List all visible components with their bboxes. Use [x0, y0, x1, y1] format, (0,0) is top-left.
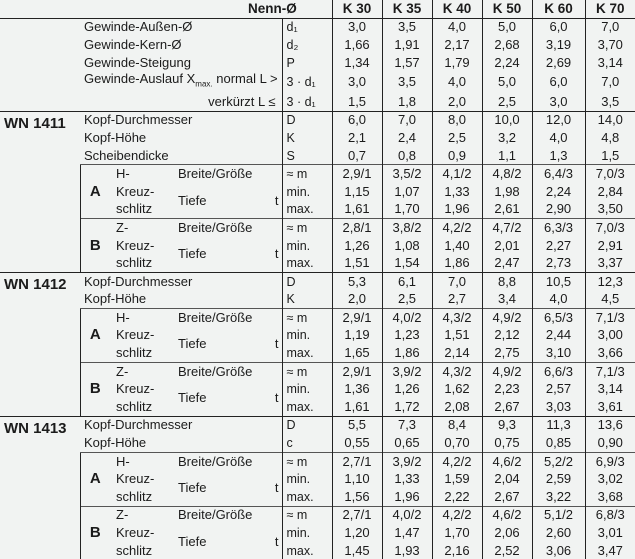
- value-cell: 2,27: [532, 237, 585, 255]
- value-cell: 0,90: [585, 434, 635, 452]
- recess-variant-letter: A: [80, 165, 110, 219]
- recess-measure-symbol: ≈ m: [282, 506, 332, 524]
- value-cell: 1,59: [432, 470, 482, 488]
- value-cell: 2,08: [432, 398, 482, 416]
- value-cell: 1,65: [332, 344, 382, 362]
- value-cell: 5,2/2: [532, 452, 585, 470]
- value-cell: 1,1: [482, 147, 532, 165]
- row-label: verkürzt L ≤: [208, 93, 276, 109]
- value-cell: 2,24: [482, 54, 532, 72]
- value-cell: 2,7/1: [332, 452, 382, 470]
- value-cell: 1,54: [382, 254, 432, 272]
- value-cell: 1,70: [432, 524, 482, 542]
- value-cell: 5,0: [482, 18, 532, 36]
- value-cell: 1,98: [482, 183, 532, 201]
- value-cell: 6,6/3: [532, 362, 585, 380]
- group-row: [0, 272, 635, 290]
- value-cell: 7,1/3: [585, 362, 635, 380]
- recess-row: [0, 219, 635, 237]
- value-cell: 1,61: [332, 201, 382, 219]
- recess-measure-symbol: min.: [282, 380, 332, 398]
- row-label: Kopf-Höhe: [84, 435, 147, 451]
- value-cell: 1,57: [382, 54, 432, 72]
- value-cell: 2,68: [482, 36, 532, 54]
- value-cell: 2,0: [332, 291, 382, 309]
- recess-type: H-: [110, 309, 174, 327]
- column-header: K 30: [332, 0, 382, 18]
- value-cell: 1,5: [585, 147, 635, 165]
- recess-measure-symbol: max.: [282, 488, 332, 506]
- row-symbol: K: [282, 129, 332, 147]
- value-cell: 3,14: [585, 54, 635, 72]
- value-cell: 1,47: [382, 524, 432, 542]
- value-cell: 4,2/2: [432, 506, 482, 524]
- value-cell: 7,0: [585, 18, 635, 36]
- value-cell: 6,1: [382, 272, 432, 290]
- value-cell: 2,69: [532, 54, 585, 72]
- value-cell: 4,8/2: [482, 165, 532, 183]
- value-cell: 2,73: [532, 254, 585, 272]
- recess-row: [0, 452, 635, 470]
- row-label: Gewinde-Steigung: [84, 54, 191, 70]
- value-cell: 1,79: [432, 54, 482, 72]
- value-cell: 14,0: [585, 111, 635, 129]
- recess-measure-symbol: max.: [282, 254, 332, 272]
- value-cell: 1,40: [432, 237, 482, 255]
- value-cell: 3,70: [585, 36, 635, 54]
- value-cell: 1,10: [332, 470, 382, 488]
- row-label: Kopf-Durchmesser: [80, 416, 282, 434]
- recess-variant-letter: B: [80, 362, 110, 416]
- value-cell: 2,01: [482, 237, 532, 255]
- value-cell: 7,0: [432, 272, 482, 290]
- value-cell: 2,7/1: [332, 506, 382, 524]
- value-cell: 3,37: [585, 254, 635, 272]
- value-cell: 1,93: [382, 542, 432, 559]
- value-cell: 3,5: [382, 18, 432, 36]
- value-cell: 1,56: [332, 488, 382, 506]
- value-cell: 3,9/2: [382, 452, 432, 470]
- value-cell: 6,0: [532, 71, 585, 93]
- value-cell: 3,2: [482, 129, 532, 147]
- value-cell: 6,9/3: [585, 452, 635, 470]
- column-header: K 40: [432, 0, 482, 18]
- value-cell: 1,26: [332, 237, 382, 255]
- recess-row: [0, 165, 635, 183]
- value-cell: 4,0: [432, 18, 482, 36]
- value-cell: 1,34: [332, 54, 382, 72]
- value-cell: 7,1/3: [585, 309, 635, 327]
- value-cell: 4,9/2: [482, 362, 532, 380]
- value-cell: 1,07: [382, 183, 432, 201]
- value-cell: 2,9/1: [332, 165, 382, 183]
- value-cell: 2,5: [382, 291, 432, 309]
- value-cell: 13,6: [585, 416, 635, 434]
- recess-depth-symbol: t: [274, 336, 279, 352]
- recess-depth-symbol: t: [274, 246, 279, 262]
- value-cell: 6,3/3: [532, 219, 585, 237]
- value-cell: 1,33: [432, 183, 482, 201]
- recess-depth-label: Tiefe: [178, 533, 207, 549]
- value-cell: 7,0: [585, 71, 635, 93]
- value-cell: 2,5: [432, 129, 482, 147]
- row-symbol: 3 · d₁: [282, 71, 332, 93]
- group-row: [0, 416, 635, 434]
- recess-type: Kreuz-: [116, 237, 155, 253]
- value-cell: 3,22: [532, 488, 585, 506]
- row-symbol: D: [282, 111, 332, 129]
- value-cell: 4,0/2: [382, 506, 432, 524]
- value-cell: 2,90: [532, 201, 585, 219]
- row-label: Kopf-Höhe: [84, 129, 147, 145]
- value-cell: 2,1: [332, 129, 382, 147]
- value-cell: 1,20: [332, 524, 382, 542]
- recess-width-label: Breite/Größe: [174, 309, 282, 327]
- value-cell: 2,57: [532, 380, 585, 398]
- recess-type: schlitz: [116, 398, 153, 414]
- recess-measure-symbol: max.: [282, 542, 332, 559]
- value-cell: 4,6/2: [482, 452, 532, 470]
- thread-row: [0, 54, 635, 72]
- value-cell: 2,52: [482, 542, 532, 559]
- header-row: [0, 0, 635, 18]
- value-cell: 4,6/2: [482, 506, 532, 524]
- recess-type: Z-: [110, 506, 174, 524]
- nominal-diameter-header: Nenn-Ø: [242, 0, 332, 18]
- recess-depth-symbol: t: [274, 192, 279, 208]
- value-cell: 4,3/2: [432, 309, 482, 327]
- recess-measure-symbol: max.: [282, 344, 332, 362]
- value-cell: 4,7/2: [482, 219, 532, 237]
- value-cell: 3,10: [532, 344, 585, 362]
- value-cell: 10,5: [532, 272, 585, 290]
- recess-width-label: Breite/Größe: [174, 219, 282, 237]
- value-cell: 2,9/1: [332, 309, 382, 327]
- recess-depth-symbol: t: [274, 390, 279, 406]
- recess-measure-symbol: ≈ m: [282, 219, 332, 237]
- row-label: Kopf-Höhe: [84, 291, 147, 307]
- row-symbol: c: [282, 434, 332, 452]
- value-cell: 2,60: [532, 524, 585, 542]
- recess-measure-symbol: ≈ m: [282, 452, 332, 470]
- thread-row: [0, 71, 635, 93]
- recess-depth-label: Tiefe: [178, 390, 207, 406]
- value-cell: 6,0: [532, 18, 585, 36]
- value-cell: 2,44: [532, 327, 585, 345]
- recess-depth-label: Tiefe: [178, 480, 207, 496]
- value-cell: 3,4: [482, 291, 532, 309]
- value-cell: 1,15: [332, 183, 382, 201]
- recess-measure-symbol: ≈ m: [282, 165, 332, 183]
- value-cell: 12,0: [532, 111, 585, 129]
- recess-measure-symbol: min.: [282, 183, 332, 201]
- value-cell: 7,0/3: [585, 165, 635, 183]
- row-symbol: d₁: [282, 18, 332, 36]
- value-cell: 2,61: [482, 201, 532, 219]
- value-cell: 2,22: [432, 488, 482, 506]
- value-cell: 4,0: [532, 291, 585, 309]
- recess-type: schlitz: [116, 345, 153, 361]
- value-cell: 2,04: [482, 470, 532, 488]
- row-symbol: K: [282, 291, 332, 309]
- recess-measure-symbol: min.: [282, 327, 332, 345]
- value-cell: 3,14: [585, 380, 635, 398]
- value-cell: 1,08: [382, 237, 432, 255]
- row-label-sub: max.: [195, 79, 213, 89]
- value-cell: 1,33: [382, 470, 432, 488]
- value-cell: 2,59: [532, 470, 585, 488]
- value-cell: 3,5: [382, 71, 432, 93]
- value-cell: 2,06: [482, 524, 532, 542]
- row-symbol: 3 · d₁: [282, 93, 332, 111]
- value-cell: 8,8: [482, 272, 532, 290]
- value-cell: 0,55: [332, 434, 382, 452]
- recess-type: Kreuz-: [116, 525, 155, 541]
- row-symbol: P: [282, 54, 332, 72]
- group-row: [0, 291, 635, 309]
- value-cell: 2,0: [432, 93, 482, 111]
- value-cell: 4,2/2: [432, 452, 482, 470]
- recess-measure-symbol: min.: [282, 470, 332, 488]
- row-label-text: Gewinde-Auslauf X: [84, 71, 196, 87]
- value-cell: 2,47: [482, 254, 532, 272]
- group-name: WN 1411: [0, 111, 80, 272]
- recess-type: schlitz: [116, 488, 153, 504]
- value-cell: 3,0: [332, 71, 382, 93]
- column-header: K 50: [482, 0, 532, 18]
- value-cell: 6,5/3: [532, 309, 585, 327]
- recess-depth-label: Tiefe: [178, 192, 207, 208]
- recess-type: schlitz: [116, 201, 153, 217]
- row-label: Scheibendicke: [84, 147, 169, 163]
- recess-width-label: Breite/Größe: [174, 362, 282, 380]
- value-cell: 8,0: [432, 111, 482, 129]
- recess-width-label: Breite/Größe: [174, 452, 282, 470]
- recess-measure-symbol: ≈ m: [282, 362, 332, 380]
- value-cell: 10,0: [482, 111, 532, 129]
- value-cell: 2,7: [432, 291, 482, 309]
- value-cell: 2,24: [532, 183, 585, 201]
- value-cell: 1,19: [332, 327, 382, 345]
- value-cell: 0,70: [432, 434, 482, 452]
- value-cell: 4,1/2: [432, 165, 482, 183]
- value-cell: 0,65: [382, 434, 432, 452]
- recess-depth-symbol: t: [274, 480, 279, 496]
- value-cell: 2,67: [482, 398, 532, 416]
- value-cell: 4,0: [432, 71, 482, 93]
- recess-type: Kreuz-: [116, 471, 155, 487]
- recess-row: [0, 309, 635, 327]
- table-body: [0, 18, 635, 559]
- value-cell: 2,23: [482, 380, 532, 398]
- value-cell: 3,02: [585, 470, 635, 488]
- value-cell: 1,51: [332, 254, 382, 272]
- recess-type: Z-: [110, 219, 174, 237]
- value-cell: 5,3: [332, 272, 382, 290]
- value-cell: 3,03: [532, 398, 585, 416]
- recess-variant-letter: A: [80, 309, 110, 363]
- value-cell: 1,72: [382, 398, 432, 416]
- recess-depth-label: Tiefe: [178, 246, 207, 262]
- group-name: WN 1413: [0, 416, 80, 559]
- value-cell: 0,7: [332, 147, 382, 165]
- group-row: [0, 147, 635, 165]
- value-cell: 2,16: [432, 542, 482, 559]
- value-cell: 1,61: [332, 398, 382, 416]
- value-cell: 7,0: [382, 111, 432, 129]
- recess-type: Z-: [110, 362, 174, 380]
- value-cell: 1,45: [332, 542, 382, 559]
- value-cell: 0,85: [532, 434, 585, 452]
- value-cell: 2,67: [482, 488, 532, 506]
- recess-measure-symbol: min.: [282, 524, 332, 542]
- recess-variant-letter: B: [80, 219, 110, 273]
- group-name: WN 1412: [0, 272, 80, 416]
- value-cell: 0,75: [482, 434, 532, 452]
- group-row: [0, 434, 635, 452]
- value-cell: 1,26: [382, 380, 432, 398]
- recess-type: H-: [110, 165, 174, 183]
- value-cell: 2,4: [382, 129, 432, 147]
- value-cell: 1,3: [532, 147, 585, 165]
- value-cell: 4,0/2: [382, 309, 432, 327]
- row-label-tail: normal L >: [216, 71, 278, 87]
- column-header: K 35: [382, 0, 432, 18]
- recess-type: schlitz: [116, 255, 153, 271]
- row-label: [80, 71, 282, 93]
- value-cell: 3,01: [585, 524, 635, 542]
- value-cell: 2,91: [585, 237, 635, 255]
- value-cell: 1,36: [332, 380, 382, 398]
- value-cell: 1,23: [382, 327, 432, 345]
- value-cell: 1,62: [432, 380, 482, 398]
- value-cell: 4,2/2: [432, 219, 482, 237]
- recess-depth-label: Tiefe: [178, 336, 207, 352]
- value-cell: 3,19: [532, 36, 585, 54]
- recess-type: H-: [110, 452, 174, 470]
- column-header: K 60: [532, 0, 585, 18]
- value-cell: 6,0: [332, 111, 382, 129]
- value-cell: 11,3: [532, 416, 585, 434]
- recess-measure-symbol: min.: [282, 237, 332, 255]
- value-cell: 2,12: [482, 327, 532, 345]
- value-cell: 3,5: [585, 93, 635, 111]
- recess-measure-symbol: max.: [282, 398, 332, 416]
- value-cell: 3,0: [532, 93, 585, 111]
- value-cell: 8,4: [432, 416, 482, 434]
- thread-row: [0, 93, 635, 111]
- thread-row: [0, 36, 635, 54]
- recess-type: Kreuz-: [116, 183, 155, 199]
- value-cell: 4,5: [585, 291, 635, 309]
- value-cell: 2,8/1: [332, 219, 382, 237]
- recess-variant-letter: A: [80, 452, 110, 506]
- value-cell: 2,84: [585, 183, 635, 201]
- row-symbol: d₂: [282, 36, 332, 54]
- value-cell: 3,9/2: [382, 362, 432, 380]
- thread-row: [0, 18, 635, 36]
- value-cell: 6,8/3: [585, 506, 635, 524]
- value-cell: 2,9/1: [332, 362, 382, 380]
- recess-type: Kreuz-: [116, 327, 155, 343]
- value-cell: 3,47: [585, 542, 635, 559]
- recess-width-label: Breite/Größe: [174, 165, 282, 183]
- recess-measure-symbol: max.: [282, 201, 332, 219]
- row-label: Gewinde-Außen-Ø: [84, 19, 193, 35]
- row-symbol: D: [282, 272, 332, 290]
- value-cell: 4,3/2: [432, 362, 482, 380]
- value-cell: 7,0/3: [585, 219, 635, 237]
- row-symbol: S: [282, 147, 332, 165]
- recess-type: schlitz: [116, 542, 153, 558]
- value-cell: 1,8: [382, 93, 432, 111]
- value-cell: 3,5/2: [382, 165, 432, 183]
- value-cell: 3,00: [585, 327, 635, 345]
- value-cell: 0,8: [382, 147, 432, 165]
- value-cell: 1,66: [332, 36, 382, 54]
- value-cell: 2,17: [432, 36, 482, 54]
- value-cell: 1,91: [382, 36, 432, 54]
- value-cell: 3,06: [532, 542, 585, 559]
- value-cell: 3,66: [585, 344, 635, 362]
- value-cell: 2,5: [482, 93, 532, 111]
- value-cell: 1,96: [382, 488, 432, 506]
- value-cell: 6,4/3: [532, 165, 585, 183]
- row-symbol: D: [282, 416, 332, 434]
- value-cell: 2,75: [482, 344, 532, 362]
- row-label: Kopf-Durchmesser: [80, 111, 282, 129]
- row-label: Gewinde-Kern-Ø: [84, 36, 182, 52]
- recess-row: [0, 362, 635, 380]
- recess-measure-symbol: ≈ m: [282, 309, 332, 327]
- value-cell: 1,96: [432, 201, 482, 219]
- value-cell: 3,0: [332, 18, 382, 36]
- value-cell: 3,50: [585, 201, 635, 219]
- value-cell: 9,3: [482, 416, 532, 434]
- recess-type: Kreuz-: [116, 381, 155, 397]
- value-cell: 4,9/2: [482, 309, 532, 327]
- value-cell: 2,14: [432, 344, 482, 362]
- value-cell: 1,70: [382, 201, 432, 219]
- value-cell: 4,8: [585, 129, 635, 147]
- value-cell: 5,1/2: [532, 506, 585, 524]
- value-cell: 4,0: [532, 129, 585, 147]
- value-cell: 3,61: [585, 398, 635, 416]
- recess-width-label: Breite/Größe: [174, 506, 282, 524]
- value-cell: 3,68: [585, 488, 635, 506]
- group-row: [0, 129, 635, 147]
- value-cell: 1,5: [332, 93, 382, 111]
- value-cell: 5,0: [482, 71, 532, 93]
- value-cell: 1,51: [432, 327, 482, 345]
- column-header: K 70: [585, 0, 635, 18]
- recess-variant-letter: B: [80, 506, 110, 559]
- value-cell: 5,5: [332, 416, 382, 434]
- value-cell: 1,86: [382, 344, 432, 362]
- recess-depth-symbol: t: [274, 533, 279, 549]
- value-cell: 0,9: [432, 147, 482, 165]
- recess-row: [0, 506, 635, 524]
- group-row: [0, 111, 635, 129]
- value-cell: 7,3: [382, 416, 432, 434]
- value-cell: 12,3: [585, 272, 635, 290]
- row-label: Kopf-Durchmesser: [80, 272, 282, 290]
- value-cell: 3,8/2: [382, 219, 432, 237]
- value-cell: 1,86: [432, 254, 482, 272]
